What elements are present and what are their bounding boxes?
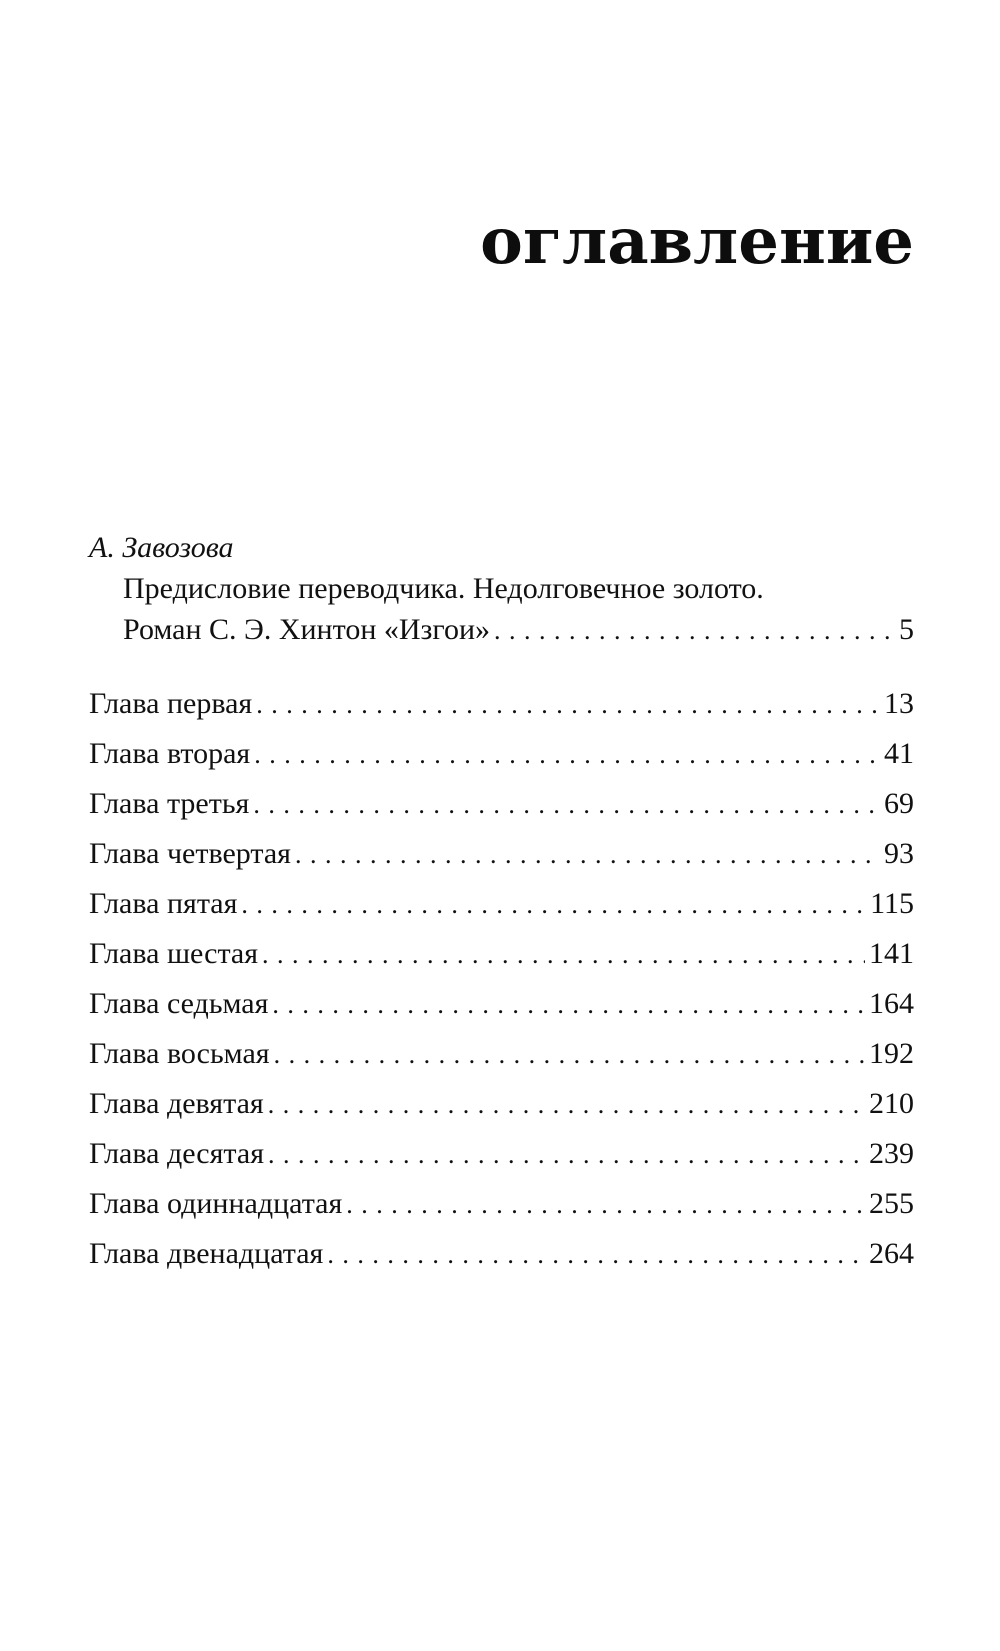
chapter-label: Глава вторая: [89, 737, 251, 770]
chapter-label: Глава девятая: [89, 1087, 264, 1120]
dot-leader: [268, 1130, 865, 1180]
preface-page-number: 5: [899, 613, 914, 646]
preface-entry: [89, 528, 914, 650]
dot-leader: [262, 930, 865, 980]
toc-row-chapter-3: [89, 779, 914, 829]
preface-title-line: Предисловие переводчика. Недолговечное золото.: [123, 572, 764, 605]
dot-leader: [253, 780, 880, 830]
chapter-page-number: 255: [869, 1187, 914, 1220]
chapter-label: Глава шестая: [89, 937, 259, 970]
chapter-page-number: 264: [869, 1237, 914, 1270]
page-title: оглавление: [480, 204, 914, 279]
dot-leader: [274, 1030, 865, 1080]
toc-row-chapter-4: [89, 829, 914, 879]
chapter-page-number: 115: [870, 887, 914, 920]
chapter-label: Глава двенадцатая: [89, 1237, 324, 1270]
chapter-page-number: 13: [884, 687, 914, 720]
chapter-page-number: 69: [884, 787, 914, 820]
chapter-label: Глава пятая: [89, 887, 238, 920]
dot-leader: [254, 730, 880, 780]
dot-leader: [241, 880, 866, 930]
chapter-page-number: 239: [869, 1137, 914, 1170]
chapter-label: Глава третья: [89, 787, 250, 820]
preface-title-row: [89, 609, 914, 650]
dot-leader: [268, 1080, 865, 1130]
toc-row-chapter-9: [89, 1079, 914, 1129]
chapter-label: Глава десятая: [89, 1137, 264, 1170]
chapter-page-number: 93: [884, 837, 914, 870]
chapter-label: Глава первая: [89, 687, 253, 720]
toc-row-chapter-8: [89, 1029, 914, 1079]
preface-author: А. Завозова: [89, 531, 234, 564]
dot-leader: [494, 610, 895, 651]
chapter-page-number: 210: [869, 1087, 914, 1120]
toc-row-chapter-5: [89, 879, 914, 929]
preface-subtitle: Роман С. Э. Хинтон «Изгои»: [123, 613, 491, 646]
toc-row-chapter-12: [89, 1229, 914, 1279]
dot-leader: [327, 1230, 865, 1280]
dot-leader: [256, 680, 880, 730]
dot-leader: [295, 830, 880, 880]
toc-row-chapter-7: [89, 979, 914, 1029]
toc-row-chapter-6: [89, 929, 914, 979]
chapter-page-number: 192: [869, 1037, 914, 1070]
toc-row-chapter-10: [89, 1129, 914, 1179]
chapter-page-number: 41: [884, 737, 914, 770]
chapter-label: Глава четвертая: [89, 837, 291, 870]
chapter-list: [89, 679, 914, 1279]
chapter-label: Глава седьмая: [89, 987, 269, 1020]
chapter-label: Глава одиннадцатая: [89, 1187, 343, 1220]
dot-leader: [346, 1180, 865, 1230]
toc-row-chapter-1: [89, 679, 914, 729]
chapter-page-number: 164: [869, 987, 914, 1020]
dot-leader: [272, 980, 865, 1030]
chapter-label: Глава восьмая: [89, 1037, 270, 1070]
chapter-page-number: 141: [869, 937, 914, 970]
toc-row-chapter-2: [89, 729, 914, 779]
toc-row-chapter-11: [89, 1179, 914, 1229]
